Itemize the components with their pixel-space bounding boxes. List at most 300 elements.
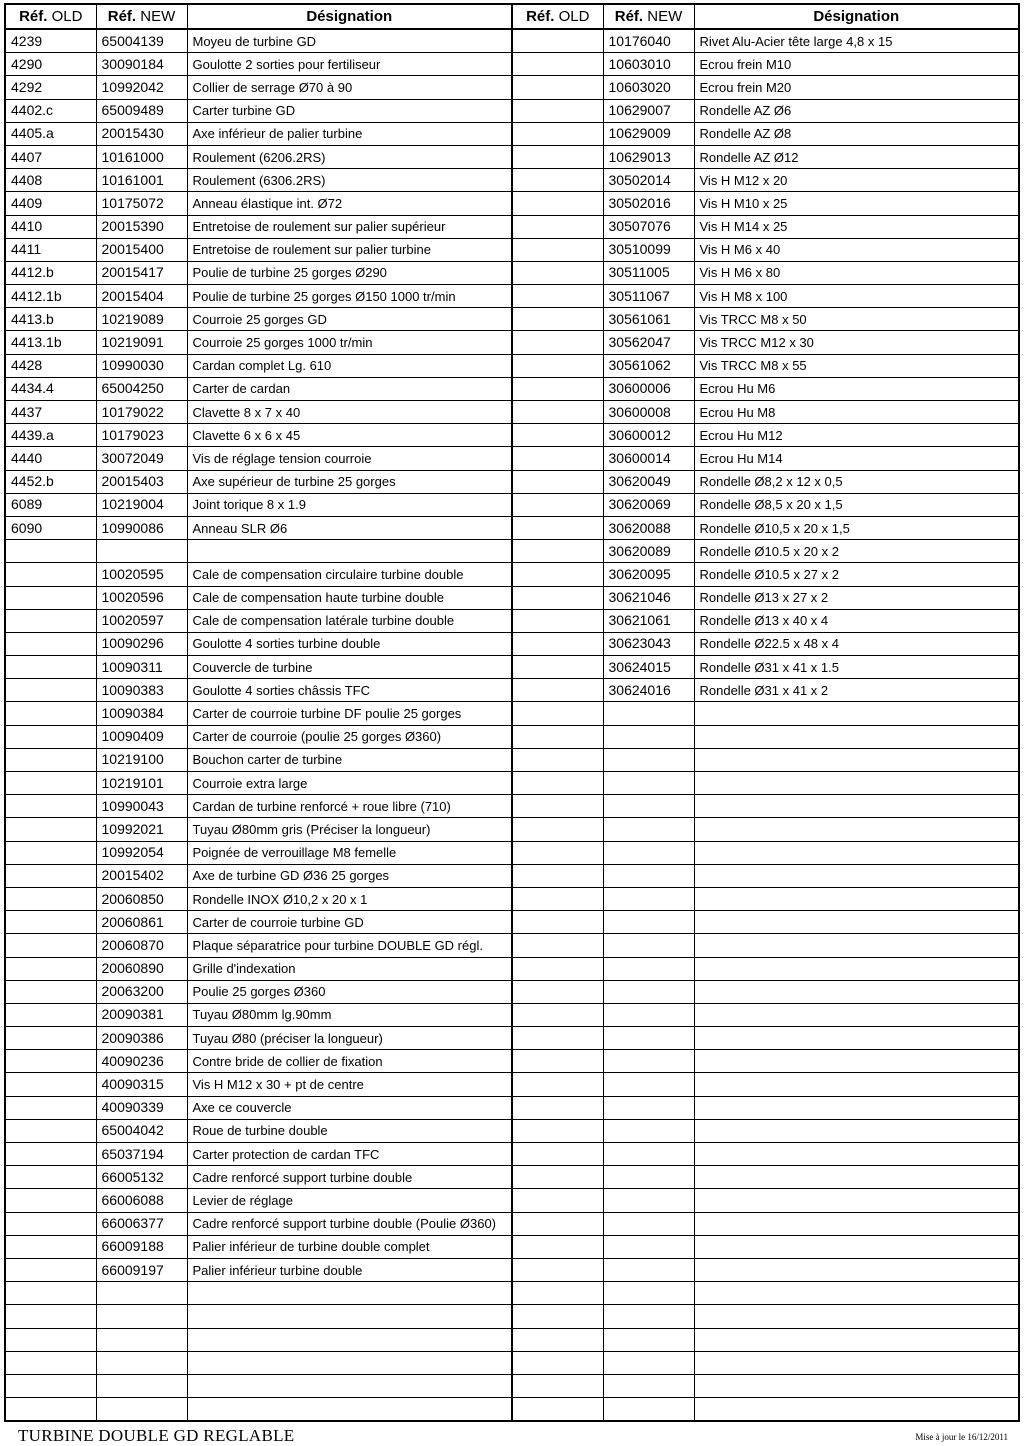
ref-old-cell <box>5 1212 96 1235</box>
ref-new-right-cell <box>603 911 694 934</box>
ref-new-cell: 20015417 <box>96 261 187 284</box>
table-row <box>5 238 1019 261</box>
designation-right-cell: Rondelle Ø10.5 x 27 x 2 <box>694 563 1019 586</box>
ref-old-cell: 4437 <box>5 401 96 424</box>
table-row <box>5 1003 1019 1026</box>
ref-new-right-cell: 30562047 <box>603 331 694 354</box>
ref-new-right-cell <box>603 702 694 725</box>
designation-cell: Vis H M12 x 30 + pt de centre <box>187 1073 512 1096</box>
table-row <box>5 679 1019 702</box>
designation-right-cell <box>694 1189 1019 1212</box>
ref-new-cell: 20060861 <box>96 911 187 934</box>
ref-old-cell <box>5 1119 96 1142</box>
ref-new-cell: 20015402 <box>96 864 187 887</box>
designation-right-cell: Ecrou Hu M12 <box>694 424 1019 447</box>
designation-cell: Poulie de turbine 25 gorges Ø150 1000 tr/min <box>187 285 512 308</box>
table-row <box>5 470 1019 493</box>
ref-new-cell: 20090386 <box>96 1027 187 1050</box>
ref-new-right-cell: 30502016 <box>603 192 694 215</box>
ref-new-right-cell <box>603 1166 694 1189</box>
ref-new-right-cell <box>603 887 694 910</box>
ref-old-right-cell <box>512 656 603 679</box>
ref-new-right-cell <box>603 934 694 957</box>
table-row <box>5 1282 1019 1305</box>
designation-cell: Axe de turbine GD Ø36 25 gorges <box>187 864 512 887</box>
header-ref-new-right: Réf. NEW <box>603 4 694 29</box>
table-row <box>5 331 1019 354</box>
ref-old-right-cell <box>512 1189 603 1212</box>
ref-new-cell: 10219100 <box>96 748 187 771</box>
ref-old-cell: 6090 <box>5 516 96 539</box>
designation-cell: Courroie 25 gorges GD <box>187 308 512 331</box>
table-row <box>5 29 1019 53</box>
designation-right-cell: Rondelle AZ Ø8 <box>694 122 1019 145</box>
ref-new-cell <box>96 1282 187 1305</box>
ref-old-cell <box>5 772 96 795</box>
designation-cell: Grille d'indexation <box>187 957 512 980</box>
designation-right-cell: Rondelle Ø8,5 x 20 x 1,5 <box>694 493 1019 516</box>
ref-old-cell <box>5 887 96 910</box>
table-row <box>5 377 1019 400</box>
designation-right-cell <box>694 1143 1019 1166</box>
ref-new-right-cell: 30600014 <box>603 447 694 470</box>
ref-old-cell <box>5 1166 96 1189</box>
ref-new-right-cell: 30507076 <box>603 215 694 238</box>
ref-new-right-cell: 30561062 <box>603 354 694 377</box>
ref-new-cell: 10090384 <box>96 702 187 725</box>
ref-new-cell: 66006088 <box>96 1189 187 1212</box>
ref-new-cell <box>96 1328 187 1351</box>
ref-old-right-cell <box>512 331 603 354</box>
designation-right-cell: Rondelle AZ Ø6 <box>694 99 1019 122</box>
ref-new-cell <box>96 1374 187 1397</box>
ref-old-right-cell <box>512 169 603 192</box>
table-row <box>5 841 1019 864</box>
table-row <box>5 957 1019 980</box>
table-row <box>5 493 1019 516</box>
table-row <box>5 145 1019 168</box>
table-row <box>5 308 1019 331</box>
designation-right-cell <box>694 725 1019 748</box>
designation-cell <box>187 1351 512 1374</box>
ref-new-cell: 10992054 <box>96 841 187 864</box>
ref-new-cell: 10020596 <box>96 586 187 609</box>
ref-new-cell: 10161001 <box>96 169 187 192</box>
designation-cell: Bouchon carter de turbine <box>187 748 512 771</box>
ref-new-cell: 20090381 <box>96 1003 187 1026</box>
table-row <box>5 1096 1019 1119</box>
ref-old-cell <box>5 1351 96 1374</box>
ref-new-right-cell: 30502014 <box>603 169 694 192</box>
table-row <box>5 1305 1019 1328</box>
ref-old-right-cell <box>512 980 603 1003</box>
designation-cell: Anneau élastique int. Ø72 <box>187 192 512 215</box>
ref-new-right-cell: 30510099 <box>603 238 694 261</box>
designation-right-cell: Vis TRCC M12 x 30 <box>694 331 1019 354</box>
designation-right-cell <box>694 1235 1019 1258</box>
designation-right-cell <box>694 748 1019 771</box>
ref-new-right-cell: 30620095 <box>603 563 694 586</box>
ref-old-right-cell <box>512 1073 603 1096</box>
table-row <box>5 447 1019 470</box>
table-row <box>5 76 1019 99</box>
designation-right-cell: Ecrou Hu M6 <box>694 377 1019 400</box>
ref-new-cell: 10179022 <box>96 401 187 424</box>
ref-new-right-cell <box>603 957 694 980</box>
table-row <box>5 1166 1019 1189</box>
designation-right-cell <box>694 1096 1019 1119</box>
ref-old-right-cell <box>512 1050 603 1073</box>
ref-old-cell: 4452.b <box>5 470 96 493</box>
ref-new-cell: 10219089 <box>96 308 187 331</box>
designation-cell: Carter de cardan <box>187 377 512 400</box>
ref-old-right-cell <box>512 1212 603 1235</box>
ref-new-right-cell <box>603 1027 694 1050</box>
ref-new-right-cell <box>603 1282 694 1305</box>
ref-old-right-cell <box>512 1119 603 1142</box>
designation-cell <box>187 1374 512 1397</box>
designation-cell: Cadre renforcé support turbine double (Poulie Ø360) <box>187 1212 512 1235</box>
ref-new-cell: 20015430 <box>96 122 187 145</box>
ref-old-right-cell <box>512 261 603 284</box>
table-row <box>5 1212 1019 1235</box>
ref-new-cell: 65004042 <box>96 1119 187 1142</box>
ref-new-right-cell <box>603 1003 694 1026</box>
designation-right-cell <box>694 1374 1019 1397</box>
ref-old-cell: 4413.b <box>5 308 96 331</box>
designation-cell: Axe ce couvercle <box>187 1096 512 1119</box>
ref-old-cell: 4402.c <box>5 99 96 122</box>
ref-old-right-cell <box>512 911 603 934</box>
ref-old-cell <box>5 725 96 748</box>
ref-new-cell: 10179023 <box>96 424 187 447</box>
ref-new-right-cell <box>603 748 694 771</box>
ref-new-right-cell <box>603 1398 694 1422</box>
designation-cell: Cardan complet Lg. 610 <box>187 354 512 377</box>
designation-cell: Palier inférieur de turbine double complet <box>187 1235 512 1258</box>
table-row <box>5 1328 1019 1351</box>
ref-old-right-cell <box>512 1096 603 1119</box>
designation-cell <box>187 1305 512 1328</box>
table-row <box>5 99 1019 122</box>
ref-old-right-cell <box>512 1282 603 1305</box>
designation-right-cell: Rondelle Ø13 x 40 x 4 <box>694 609 1019 632</box>
ref-old-cell: 4239 <box>5 29 96 53</box>
ref-new-cell: 10020597 <box>96 609 187 632</box>
table-row <box>5 1258 1019 1281</box>
designation-right-cell: Vis H M8 x 100 <box>694 285 1019 308</box>
designation-cell: Tuyau Ø80mm lg.90mm <box>187 1003 512 1026</box>
table-row <box>5 540 1019 563</box>
designation-cell: Poignée de verrouillage M8 femelle <box>187 841 512 864</box>
designation-cell: Roue de turbine double <box>187 1119 512 1142</box>
designation-cell: Palier inférieur turbine double <box>187 1258 512 1281</box>
ref-new-right-cell: 30624016 <box>603 679 694 702</box>
designation-right-cell: Ecrou Hu M14 <box>694 447 1019 470</box>
ref-old-right-cell <box>512 818 603 841</box>
designation-cell: Levier de réglage <box>187 1189 512 1212</box>
ref-new-right-cell: 30620049 <box>603 470 694 493</box>
ref-old-right-cell <box>512 702 603 725</box>
designation-cell: Vis de réglage tension courroie <box>187 447 512 470</box>
designation-cell: Joint torique 8 x 1.9 <box>187 493 512 516</box>
ref-new-right-cell <box>603 980 694 1003</box>
table-row <box>5 516 1019 539</box>
table-row <box>5 1351 1019 1374</box>
designation-right-cell <box>694 1027 1019 1050</box>
ref-old-cell <box>5 841 96 864</box>
ref-new-right-cell <box>603 795 694 818</box>
ref-old-cell: 4412.1b <box>5 285 96 308</box>
ref-new-cell: 10090383 <box>96 679 187 702</box>
ref-old-right-cell <box>512 1003 603 1026</box>
designation-cell: Anneau SLR Ø6 <box>187 516 512 539</box>
ref-old-cell <box>5 1374 96 1397</box>
designation-cell: Plaque séparatrice pour turbine DOUBLE GD régl. <box>187 934 512 957</box>
ref-old-cell <box>5 1258 96 1281</box>
ref-old-right-cell <box>512 957 603 980</box>
table-row <box>5 563 1019 586</box>
ref-old-cell <box>5 864 96 887</box>
designation-right-cell <box>694 1166 1019 1189</box>
ref-new-right-cell: 30511067 <box>603 285 694 308</box>
ref-new-cell: 30090184 <box>96 53 187 76</box>
ref-old-cell <box>5 1050 96 1073</box>
ref-old-cell <box>5 1328 96 1351</box>
designation-cell: Clavette 8 x 7 x 40 <box>187 401 512 424</box>
ref-old-right-cell <box>512 99 603 122</box>
ref-old-cell <box>5 586 96 609</box>
designation-right-cell: Rondelle Ø31 x 41 x 1.5 <box>694 656 1019 679</box>
designation-right-cell: Rondelle Ø13 x 27 x 2 <box>694 586 1019 609</box>
designation-cell: Cadre renforcé support turbine double <box>187 1166 512 1189</box>
ref-old-cell <box>5 1096 96 1119</box>
designation-right-cell: Rondelle Ø31 x 41 x 2 <box>694 679 1019 702</box>
table-row <box>5 1374 1019 1397</box>
ref-old-cell <box>5 632 96 655</box>
designation-right-cell: Rondelle Ø10.5 x 20 x 2 <box>694 540 1019 563</box>
ref-old-right-cell <box>512 53 603 76</box>
ref-new-right-cell: 10603020 <box>603 76 694 99</box>
ref-old-right-cell <box>512 632 603 655</box>
ref-new-right-cell <box>603 1328 694 1351</box>
table-row <box>5 632 1019 655</box>
ref-new-cell: 10219091 <box>96 331 187 354</box>
designation-right-cell: Ecrou frein M20 <box>694 76 1019 99</box>
header-designation-left: Désignation <box>187 4 512 29</box>
ref-new-cell: 10090409 <box>96 725 187 748</box>
table-row <box>5 864 1019 887</box>
ref-new-cell: 10161000 <box>96 145 187 168</box>
ref-old-cell <box>5 934 96 957</box>
ref-old-right-cell <box>512 192 603 215</box>
designation-right-cell <box>694 1050 1019 1073</box>
designation-cell: Rondelle INOX Ø10,2 x 20 x 1 <box>187 887 512 910</box>
ref-new-right-cell: 30620089 <box>603 540 694 563</box>
designation-right-cell: Rondelle Ø22.5 x 48 x 4 <box>694 632 1019 655</box>
designation-right-cell <box>694 702 1019 725</box>
designation-cell: Roulement (6206.2RS) <box>187 145 512 168</box>
ref-new-right-cell <box>603 841 694 864</box>
designation-cell: Collier de serrage Ø70 à 90 <box>187 76 512 99</box>
ref-old-cell: 4292 <box>5 76 96 99</box>
ref-new-right-cell <box>603 1119 694 1142</box>
header-ref-old-left: Réf. OLD <box>5 4 96 29</box>
ref-old-cell <box>5 911 96 934</box>
table-row <box>5 586 1019 609</box>
designation-cell: Cardan de turbine renforcé + roue libre (710) <box>187 795 512 818</box>
parts-table <box>4 3 1020 1422</box>
ref-old-cell <box>5 818 96 841</box>
designation-cell: Cale de compensation haute turbine double <box>187 586 512 609</box>
ref-old-right-cell <box>512 679 603 702</box>
designation-cell: Goulotte 4 sorties turbine double <box>187 632 512 655</box>
ref-new-right-cell: 10603010 <box>603 53 694 76</box>
ref-new-right-cell: 30600008 <box>603 401 694 424</box>
designation-right-cell <box>694 818 1019 841</box>
designation-right-cell: Rondelle AZ Ø12 <box>694 145 1019 168</box>
ref-new-cell: 65037194 <box>96 1143 187 1166</box>
table-row <box>5 401 1019 424</box>
ref-new-cell: 66005132 <box>96 1166 187 1189</box>
ref-new-cell: 20060870 <box>96 934 187 957</box>
ref-old-right-cell <box>512 354 603 377</box>
ref-new-right-cell: 30620069 <box>603 493 694 516</box>
designation-cell: Poulie de turbine 25 gorges Ø290 <box>187 261 512 284</box>
ref-old-cell: 4413.1b <box>5 331 96 354</box>
designation-right-cell: Vis H M14 x 25 <box>694 215 1019 238</box>
ref-new-right-cell <box>603 1073 694 1096</box>
ref-new-cell: 66006377 <box>96 1212 187 1235</box>
ref-new-cell: 10219004 <box>96 493 187 516</box>
ref-new-cell: 10090311 <box>96 656 187 679</box>
ref-old-cell <box>5 1143 96 1166</box>
designation-cell: Cale de compensation circulaire turbine double <box>187 563 512 586</box>
ref-new-cell: 10992042 <box>96 76 187 99</box>
designation-right-cell: Ecrou frein M10 <box>694 53 1019 76</box>
ref-old-cell: 4411 <box>5 238 96 261</box>
ref-old-cell <box>5 1189 96 1212</box>
ref-old-cell <box>5 1282 96 1305</box>
ref-old-right-cell <box>512 308 603 331</box>
ref-new-right-cell: 10176040 <box>603 29 694 53</box>
update-date: Mise à jour le 16/12/2011 <box>915 1432 1008 1442</box>
ref-new-cell: 10990030 <box>96 354 187 377</box>
ref-new-right-cell: 30561061 <box>603 308 694 331</box>
ref-new-cell: 10219101 <box>96 772 187 795</box>
ref-old-right-cell <box>512 540 603 563</box>
ref-old-right-cell <box>512 887 603 910</box>
designation-cell: Clavette 6 x 6 x 45 <box>187 424 512 447</box>
table-row <box>5 215 1019 238</box>
ref-new-right-cell: 30624015 <box>603 656 694 679</box>
designation-cell: Axe inférieur de palier turbine <box>187 122 512 145</box>
designation-right-cell <box>694 1212 1019 1235</box>
header-row <box>5 4 1019 29</box>
ref-new-cell: 65009489 <box>96 99 187 122</box>
ref-new-cell: 10020595 <box>96 563 187 586</box>
designation-cell: Carter de courroie (poulie 25 gorges Ø360) <box>187 725 512 748</box>
designation-right-cell: Vis H M10 x 25 <box>694 192 1019 215</box>
ref-new-right-cell <box>603 1258 694 1281</box>
ref-new-right-cell <box>603 1305 694 1328</box>
designation-cell: Carter de courroie turbine DF poulie 25 gorges <box>187 702 512 725</box>
table-row <box>5 285 1019 308</box>
designation-cell: Carter de courroie turbine GD <box>187 911 512 934</box>
designation-right-cell <box>694 1328 1019 1351</box>
ref-new-cell: 20015404 <box>96 285 187 308</box>
ref-old-cell <box>5 1398 96 1422</box>
ref-new-cell: 20015390 <box>96 215 187 238</box>
table-row <box>5 53 1019 76</box>
ref-old-cell: 4407 <box>5 145 96 168</box>
designation-right-cell: Rondelle Ø8,2 x 12 x 0,5 <box>694 470 1019 493</box>
ref-old-right-cell <box>512 795 603 818</box>
ref-new-cell <box>96 1351 187 1374</box>
designation-right-cell: Vis H M12 x 20 <box>694 169 1019 192</box>
ref-old-cell <box>5 748 96 771</box>
ref-old-right-cell <box>512 377 603 400</box>
ref-old-cell <box>5 1073 96 1096</box>
ref-old-cell <box>5 656 96 679</box>
ref-old-right-cell <box>512 401 603 424</box>
designation-cell: Roulement (6306.2RS) <box>187 169 512 192</box>
ref-old-cell: 4412.b <box>5 261 96 284</box>
ref-old-cell <box>5 795 96 818</box>
ref-old-right-cell <box>512 238 603 261</box>
ref-old-right-cell <box>512 424 603 447</box>
designation-right-cell <box>694 841 1019 864</box>
ref-new-right-cell: 30511005 <box>603 261 694 284</box>
table-row <box>5 261 1019 284</box>
designation-right-cell <box>694 772 1019 795</box>
ref-old-right-cell <box>512 1351 603 1374</box>
ref-old-right-cell <box>512 1027 603 1050</box>
designation-right-cell: Vis H M6 x 80 <box>694 261 1019 284</box>
designation-right-cell: Vis H M6 x 40 <box>694 238 1019 261</box>
ref-old-right-cell <box>512 1235 603 1258</box>
designation-cell: Moyeu de turbine GD <box>187 29 512 53</box>
ref-old-cell: 4428 <box>5 354 96 377</box>
designation-right-cell <box>694 1305 1019 1328</box>
designation-right-cell <box>694 911 1019 934</box>
ref-new-right-cell <box>603 772 694 795</box>
ref-old-cell <box>5 980 96 1003</box>
designation-cell <box>187 1328 512 1351</box>
designation-right-cell <box>694 1258 1019 1281</box>
ref-new-cell <box>96 540 187 563</box>
table-row <box>5 748 1019 771</box>
ref-new-right-cell <box>603 725 694 748</box>
designation-right-cell: Vis TRCC M8 x 55 <box>694 354 1019 377</box>
table-row <box>5 980 1019 1003</box>
designation-cell: Cale de compensation latérale turbine double <box>187 609 512 632</box>
ref-old-right-cell <box>512 493 603 516</box>
ref-old-right-cell <box>512 1398 603 1422</box>
ref-new-right-cell <box>603 1143 694 1166</box>
designation-right-cell <box>694 980 1019 1003</box>
ref-new-right-cell: 10629009 <box>603 122 694 145</box>
header-designation-right: Désignation <box>694 4 1019 29</box>
designation-cell: Entretoise de roulement sur palier supérieur <box>187 215 512 238</box>
ref-old-right-cell <box>512 516 603 539</box>
table-row <box>5 887 1019 910</box>
table-row <box>5 122 1019 145</box>
ref-old-right-cell <box>512 1374 603 1397</box>
ref-new-right-cell: 10629013 <box>603 145 694 168</box>
ref-old-cell <box>5 1027 96 1050</box>
designation-right-cell <box>694 864 1019 887</box>
